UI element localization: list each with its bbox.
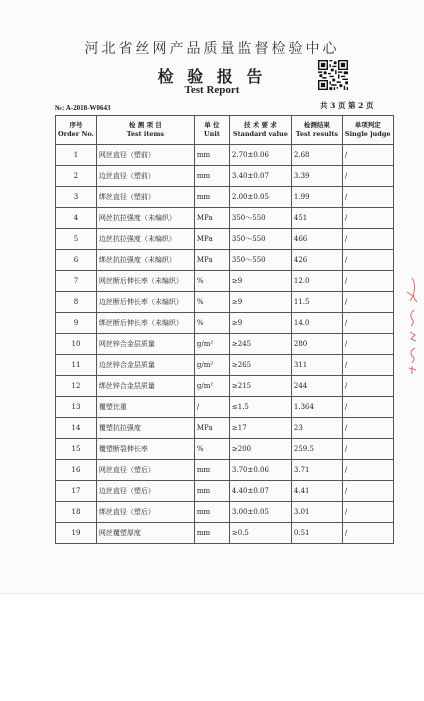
qr-code-icon: [318, 60, 348, 90]
cell-item: 覆塑断裂伸长率: [96, 439, 194, 460]
cell-item: 绑丝直径（塑前）: [96, 187, 194, 208]
table-row: [56, 271, 394, 292]
cell-unit: g/m²: [194, 334, 229, 355]
blank-area: [0, 593, 424, 701]
cell-no: 2: [56, 166, 97, 187]
cell-judge: /: [342, 229, 393, 250]
cell-item: 绑丝直径（塑后）: [96, 502, 194, 523]
cell-no: 17: [56, 481, 97, 502]
cell-standard: ≥265: [229, 355, 291, 376]
table-row: [56, 334, 394, 355]
table-row: [56, 418, 394, 439]
cell-unit: MPa: [194, 418, 229, 439]
cell-result: 2.68: [291, 145, 342, 166]
table-header-row: [56, 116, 394, 145]
cell-judge: /: [342, 292, 393, 313]
cell-result: 1.364: [291, 397, 342, 418]
header-single-judge: 单项判定 Single judge: [342, 116, 393, 145]
cell-result: 14.0: [291, 313, 342, 334]
test-results-table: [55, 115, 394, 544]
report-title-cn: 检 验 报 告: [157, 67, 267, 86]
cell-no: 5: [56, 229, 97, 250]
cell-judge: /: [342, 313, 393, 334]
cell-unit: mm: [194, 460, 229, 481]
cell-result: 3.71: [291, 460, 342, 481]
cell-item: 边丝直径（塑后）: [96, 481, 194, 502]
cell-unit: %: [194, 292, 229, 313]
header-unit: 单 位 Unit: [194, 116, 229, 145]
cell-standard: ≥245: [229, 334, 291, 355]
table-row: [56, 523, 394, 544]
cell-no: 14: [56, 418, 97, 439]
cell-unit: %: [194, 313, 229, 334]
cell-no: 16: [56, 460, 97, 481]
cell-unit: g/m²: [194, 355, 229, 376]
cell-result: 451: [291, 208, 342, 229]
cell-standard: 350～550: [229, 208, 291, 229]
cell-item: 绑丝抗拉强度（未编织）: [96, 250, 194, 271]
cell-item: 边丝抗拉强度（未编织）: [96, 229, 194, 250]
cell-standard: ≥9: [229, 313, 291, 334]
cell-standard: ≥9: [229, 271, 291, 292]
header-standard-value: 技 术 要 求 Standard value: [229, 116, 291, 145]
cell-no: 4: [56, 208, 97, 229]
cell-standard: ≥9: [229, 292, 291, 313]
cell-result: 0.51: [291, 523, 342, 544]
cell-unit: mm: [194, 523, 229, 544]
cell-item: 网丝抗拉强度（未编织）: [96, 208, 194, 229]
cell-unit: MPa: [194, 208, 229, 229]
cell-standard: 3.40±0.07: [229, 166, 291, 187]
cell-no: 9: [56, 313, 97, 334]
cell-judge: /: [342, 376, 393, 397]
cell-result: 466: [291, 229, 342, 250]
cell-unit: mm: [194, 481, 229, 502]
cell-no: 1: [56, 145, 97, 166]
cell-item: 网丝断后伸长率（未编织）: [96, 271, 194, 292]
cell-judge: /: [342, 271, 393, 292]
cell-result: 244: [291, 376, 342, 397]
table-row: [56, 208, 394, 229]
cell-judge: /: [342, 460, 393, 481]
cell-unit: %: [194, 271, 229, 292]
header-order-no: 序号 Order No.: [56, 116, 97, 145]
cell-unit: MPa: [194, 250, 229, 271]
table-row: [56, 460, 394, 481]
table-row: [56, 376, 394, 397]
table-row: [56, 502, 394, 523]
cell-result: 3.39: [291, 166, 342, 187]
table-row: [56, 481, 394, 502]
cell-no: 8: [56, 292, 97, 313]
cell-no: 15: [56, 439, 97, 460]
table-row: [56, 397, 394, 418]
cell-judge: /: [342, 334, 393, 355]
cell-standard: ≥0.5: [229, 523, 291, 544]
table-row: [56, 292, 394, 313]
cell-item: 网丝直径（塑后）: [96, 460, 194, 481]
cell-judge: /: [342, 502, 393, 523]
cell-judge: /: [342, 208, 393, 229]
cell-standard: 2.00±0.05: [229, 187, 291, 208]
cell-item: 覆塑抗拉强度: [96, 418, 194, 439]
report-number: №: A-2018-W0643: [55, 104, 111, 112]
cell-item: 边丝直径（塑前）: [96, 166, 194, 187]
cell-standard: ≥200: [229, 439, 291, 460]
cell-item: 绑丝锌合金层质量: [96, 376, 194, 397]
cell-result: 12.0: [291, 271, 342, 292]
cell-unit: /: [194, 397, 229, 418]
cell-result: 426: [291, 250, 342, 271]
cell-unit: g/m²: [194, 376, 229, 397]
table-row: [56, 187, 394, 208]
cell-no: 7: [56, 271, 97, 292]
table-row: [56, 439, 394, 460]
cell-no: 6: [56, 250, 97, 271]
table-row: [56, 355, 394, 376]
cell-no: 19: [56, 523, 97, 544]
cell-result: 280: [291, 334, 342, 355]
cell-no: 11: [56, 355, 97, 376]
cell-item: 网丝锌合金层质量: [96, 334, 194, 355]
cell-unit: mm: [194, 166, 229, 187]
cell-unit: MPa: [194, 229, 229, 250]
red-seal-stamp: [398, 270, 420, 390]
cell-standard: ≥215: [229, 376, 291, 397]
cell-standard: 350～550: [229, 229, 291, 250]
table-row: [56, 313, 394, 334]
cell-standard: 3.00±0.05: [229, 502, 291, 523]
cell-judge: /: [342, 397, 393, 418]
header-test-items: 检 测 项 目 Test items: [96, 116, 194, 145]
cell-standard: 4.40±0.07: [229, 481, 291, 502]
cell-unit: mm: [194, 187, 229, 208]
cell-item: 网丝覆塑厚度: [96, 523, 194, 544]
cell-standard: ≥17: [229, 418, 291, 439]
cell-standard: ≤1.5: [229, 397, 291, 418]
cell-judge: /: [342, 250, 393, 271]
cell-result: 23: [291, 418, 342, 439]
cell-result: 1.99: [291, 187, 342, 208]
cell-result: 259.5: [291, 439, 342, 460]
report-title-en: Test Report: [184, 84, 240, 96]
cell-item: 边丝断后伸长率（未编织）: [96, 292, 194, 313]
cell-judge: /: [342, 166, 393, 187]
header-test-results: 检测结果 Test results: [291, 116, 342, 145]
cell-item: 绑丝断后伸长率（未编织）: [96, 313, 194, 334]
cell-standard: 350～550: [229, 250, 291, 271]
cell-judge: /: [342, 481, 393, 502]
cell-result: 311: [291, 355, 342, 376]
cell-standard: 3.70±0.06: [229, 460, 291, 481]
table-row: [56, 229, 394, 250]
cell-item: 覆塑比重: [96, 397, 194, 418]
cell-judge: /: [342, 187, 393, 208]
cell-unit: %: [194, 439, 229, 460]
cell-result: 3.01: [291, 502, 342, 523]
page-count: 共 3 页 第 2 页: [320, 101, 374, 110]
table-row: [56, 145, 394, 166]
table-row: [56, 250, 394, 271]
cell-unit: mm: [194, 502, 229, 523]
cell-judge: /: [342, 355, 393, 376]
cell-no: 13: [56, 397, 97, 418]
cell-no: 10: [56, 334, 97, 355]
cell-judge: /: [342, 523, 393, 544]
cell-standard: 2.70±0.06: [229, 145, 291, 166]
cell-item: 网丝直径（塑前）: [96, 145, 194, 166]
cell-no: 3: [56, 187, 97, 208]
cell-unit: mm: [194, 145, 229, 166]
cell-judge: /: [342, 418, 393, 439]
cell-judge: /: [342, 439, 393, 460]
organization-name: 河北省丝网产品质量监督检验中心: [84, 41, 340, 57]
cell-no: 18: [56, 502, 97, 523]
cell-no: 12: [56, 376, 97, 397]
table-row: [56, 166, 394, 187]
cell-result: 11.5: [291, 292, 342, 313]
cell-judge: /: [342, 145, 393, 166]
cell-item: 边丝锌合金层质量: [96, 355, 194, 376]
cell-result: 4.41: [291, 481, 342, 502]
